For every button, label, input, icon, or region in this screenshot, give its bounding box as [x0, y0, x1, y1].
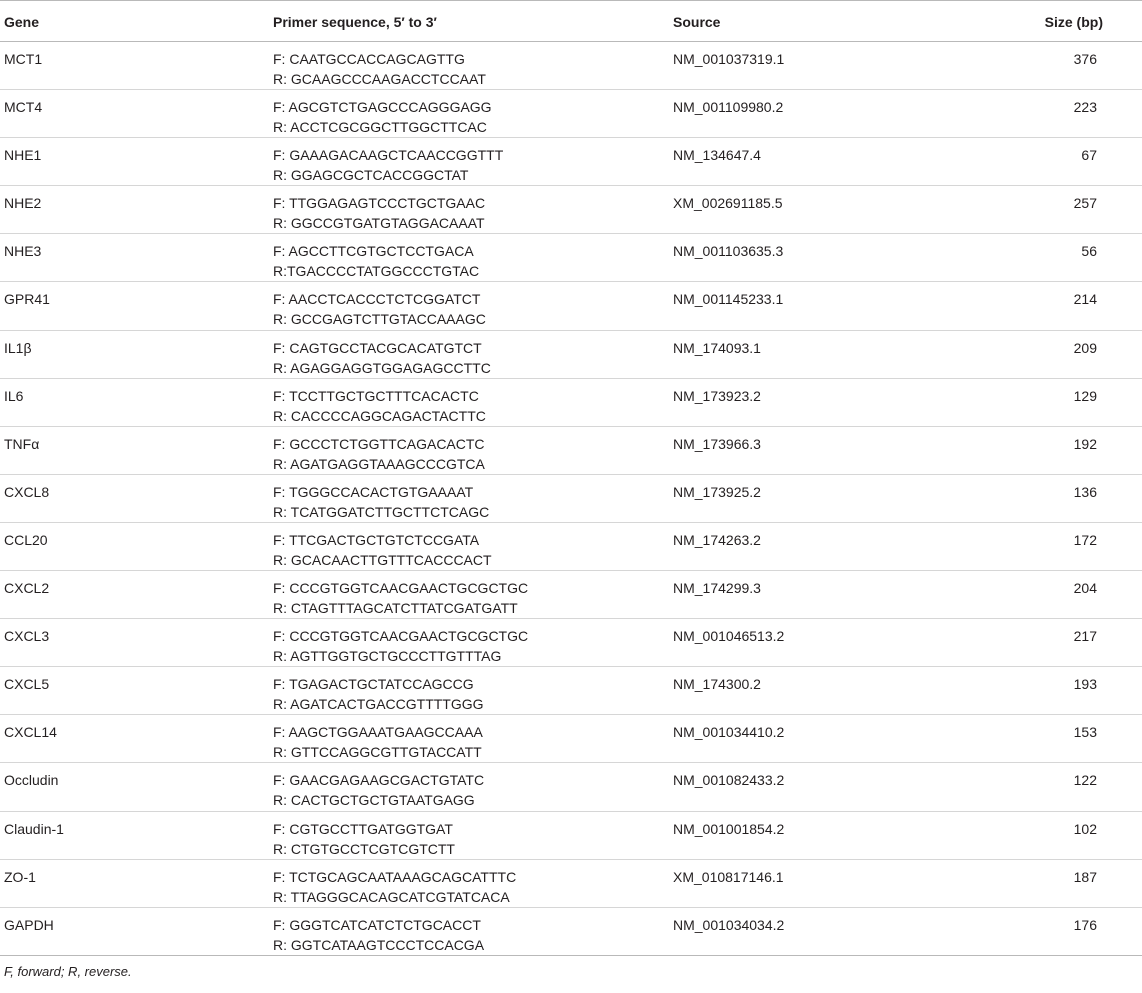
size-cell: 192: [1073, 435, 1097, 452]
gene-cell: CXCL14: [4, 724, 57, 741]
forward-primer: F: TGAGACTGCTATCCAGCCG: [273, 676, 474, 693]
primer-cell: [273, 571, 673, 619]
forward-primer: F: CAATGCCACCAGCAGTTG: [273, 51, 465, 67]
primer-cell: [273, 378, 673, 426]
source-cell: NM_001034410.2: [673, 724, 785, 741]
source-cell: NM_174299.3: [673, 580, 761, 597]
gene-cell: NHE1: [4, 147, 42, 164]
forward-primer: F: TCCTTGCTGCTTTCACACTC: [273, 387, 479, 404]
size-cell: 102: [1073, 820, 1097, 837]
size-cell: 209: [1073, 339, 1097, 356]
table-row: [0, 330, 1142, 378]
primer-cell: [273, 186, 673, 234]
reverse-primer: R: GGTCATAAGTCCCTCCACGA: [273, 936, 485, 953]
size-cell: 257: [1073, 195, 1097, 212]
forward-primer: F: GCCCTCTGGTTCAGACACTC: [273, 435, 485, 452]
source-cell: NM_001103635.3: [673, 243, 784, 260]
gene-cell: CCL20: [4, 531, 48, 548]
gene-cell: IL1β: [4, 339, 32, 356]
reverse-primer: R: GTTCCAGGCGTTGTACCATT: [273, 744, 482, 761]
source-cell: XM_010817146.1: [673, 868, 784, 885]
header-gene: Gene: [4, 14, 40, 30]
reverse-primer: R: CACTGCTGCTGTAATGAGG: [273, 792, 475, 809]
forward-primer: F: AAGCTGGAAATGAAGCCAAA: [273, 724, 483, 741]
source-cell: NM_174093.1: [673, 339, 761, 356]
source-cell: NM_173923.2: [673, 387, 761, 404]
table-row: [0, 763, 1142, 811]
table-row: [0, 426, 1142, 474]
gene-cell: Occludin: [4, 772, 59, 789]
forward-primer: F: CCCGTGGTCAACGAACTGCGCTGC: [273, 628, 529, 645]
table-row: [0, 138, 1142, 186]
gene-cell: IL6: [4, 387, 24, 404]
gene-cell: Claudin-1: [4, 820, 64, 837]
reverse-primer: R:TGACCCCTATGGCCCTGTAC: [273, 263, 480, 280]
primer-cell: [273, 667, 673, 715]
size-cell: 214: [1073, 291, 1097, 308]
gene-cell: MCT4: [4, 99, 43, 116]
reverse-primer: R: ACCTCGCGGCTTGGCTTCAC: [273, 119, 487, 136]
primer-cell: [273, 330, 673, 378]
gene-cell: TNFα: [4, 435, 40, 452]
header-source: Source: [673, 14, 721, 30]
source-cell: NM_174263.2: [673, 531, 761, 548]
primer-cell: [273, 907, 673, 955]
primer-cell: [273, 282, 673, 330]
table-row: [0, 811, 1142, 859]
reverse-primer: R: AGTTGGTGCTGCCCTTGTTTAG: [273, 648, 502, 665]
table-footnote: F, forward; R, reverse.: [4, 963, 132, 979]
reverse-primer: R: GCCGAGTCTTGTACCAAAGC: [273, 311, 486, 328]
gene-cell: NHE3: [4, 243, 42, 260]
reverse-primer: R: AGAGGAGGTGGAGAGCCTTC: [273, 359, 491, 376]
size-cell: 172: [1073, 531, 1097, 548]
table-row: [0, 282, 1142, 330]
reverse-primer: R: AGATGAGGTAAAGCCCGTCA: [273, 455, 485, 472]
forward-primer: F: CCCGTGGTCAACGAACTGCGCTGC: [273, 580, 529, 597]
reverse-primer: R: TTAGGGCACAGCATCGTATCACA: [273, 888, 510, 905]
size-cell: 56: [1081, 243, 1097, 260]
table-row: [0, 42, 1142, 90]
reverse-primer: R: CTAGTTTAGCATCTTATCGATGATT: [273, 600, 518, 617]
forward-primer: F: GAACGAGAAGCGACTGTATC: [273, 772, 485, 789]
source-cell: XM_002691185.5: [673, 195, 783, 212]
primer-cell: [273, 619, 673, 667]
primer-cell: [273, 42, 673, 90]
forward-primer: F: AGCCTTCGTGCTCCTGACA: [273, 243, 474, 260]
primer-cell: [273, 426, 673, 474]
source-cell: NM_001046513.2: [673, 628, 785, 645]
gene-cell: CXCL8: [4, 483, 50, 500]
source-cell: NM_001109980.2: [673, 99, 784, 116]
forward-primer: F: TTCGACTGCTGTCTCCGATA: [273, 531, 480, 548]
table-row: [0, 234, 1142, 282]
gene-cell: GAPDH: [4, 916, 54, 933]
header-primer-sequence: Primer sequence, 5′ to 3′: [273, 14, 437, 30]
table-row: [0, 571, 1142, 619]
size-cell: 376: [1073, 51, 1097, 67]
gene-cell: CXCL5: [4, 676, 50, 693]
size-cell: 153: [1073, 724, 1097, 741]
header-row: [0, 1, 1142, 42]
primer-cell: [273, 138, 673, 186]
gene-cell: NHE2: [4, 195, 42, 212]
primer-cell: [273, 522, 673, 570]
reverse-primer: R: GCACAACTTGTTTCACCCACT: [273, 551, 492, 568]
reverse-primer: R: GGAGCGCTCACCGGCTAT: [273, 167, 469, 184]
table-row: [0, 715, 1142, 763]
gene-cell: ZO-1: [4, 868, 36, 885]
size-cell: 176: [1073, 916, 1097, 933]
primer-cell: [273, 811, 673, 859]
source-cell: NM_001034034.2: [673, 916, 785, 933]
forward-primer: F: AACCTCACCCTCTCGGATCT: [273, 291, 481, 308]
size-cell: 204: [1073, 580, 1097, 597]
table-row: [0, 378, 1142, 426]
forward-primer: F: AGCGTCTGAGCCCAGGGAGG: [273, 99, 492, 116]
size-cell: 136: [1073, 483, 1097, 500]
reverse-primer: R: GGCCGTGATGTAGGACAAAT: [273, 215, 485, 232]
reverse-primer: R: GCAAGCCCAAGACCTCCAAT: [273, 71, 486, 87]
forward-primer: F: CAGTGCCTACGCACATGTCT: [273, 339, 482, 356]
size-cell: 67: [1081, 147, 1097, 164]
source-cell: NM_134647.4: [673, 147, 761, 164]
source-cell: NM_173966.3: [673, 435, 761, 452]
table-header: [0, 1, 1142, 42]
source-cell: NM_174300.2: [673, 676, 761, 693]
table-row: [0, 90, 1142, 138]
size-cell: 129: [1073, 387, 1097, 404]
table-row: [0, 667, 1142, 715]
table-row: [0, 619, 1142, 667]
header-size: Size (bp): [1044, 14, 1103, 30]
gene-cell: GPR41: [4, 291, 50, 308]
source-cell: NM_001145233.1: [673, 291, 784, 308]
table-row: [0, 474, 1142, 522]
source-cell: NM_001082433.2: [673, 772, 785, 789]
primer-cell: [273, 859, 673, 907]
reverse-primer: R: CTGTGCCTCGTCGTCTT: [273, 840, 455, 857]
forward-primer: F: TTGGAGAGTCCCTGCTGAAC: [273, 195, 486, 212]
reverse-primer: R: TCATGGATCTTGCTTCTCAGC: [273, 503, 490, 520]
size-cell: 217: [1073, 628, 1097, 645]
reverse-primer: R: AGATCACTGACCGTTTTGGG: [273, 696, 484, 713]
size-cell: 223: [1073, 99, 1097, 116]
size-cell: 122: [1073, 772, 1097, 789]
gene-cell: CXCL3: [4, 628, 50, 645]
primer-cell: [273, 474, 673, 522]
primer-cell: [273, 90, 673, 138]
forward-primer: F: TGGGCCACACTGTGAAAAT: [273, 483, 474, 500]
source-cell: NM_001001854.2: [673, 820, 785, 837]
size-cell: 193: [1073, 676, 1097, 693]
primer-cell: [273, 234, 673, 282]
forward-primer: F: GAAAGACAAGCTCAACCGGTTT: [273, 147, 504, 164]
forward-primer: F: TCTGCAGCAATAAAGCAGCATTTC: [273, 868, 517, 885]
table-row: [0, 907, 1142, 955]
primer-cell: [273, 715, 673, 763]
forward-primer: F: GGGTCATCATCTCTGCACCT: [273, 916, 481, 933]
gene-cell: CXCL2: [4, 580, 50, 597]
source-cell: NM_173925.2: [673, 483, 761, 500]
table-row: [0, 186, 1142, 234]
table-body: [0, 42, 1142, 956]
primer-cell: [273, 763, 673, 811]
size-cell: 187: [1073, 868, 1097, 885]
table-row: [0, 522, 1142, 570]
source-cell: NM_001037319.1: [673, 51, 785, 67]
gene-cell: MCT1: [4, 51, 43, 67]
reverse-primer: R: CACCCCAGGCAGACTACTTC: [273, 407, 486, 424]
forward-primer: F: CGTGCCTTGATGGTGAT: [273, 820, 453, 837]
table-row: [0, 859, 1142, 907]
